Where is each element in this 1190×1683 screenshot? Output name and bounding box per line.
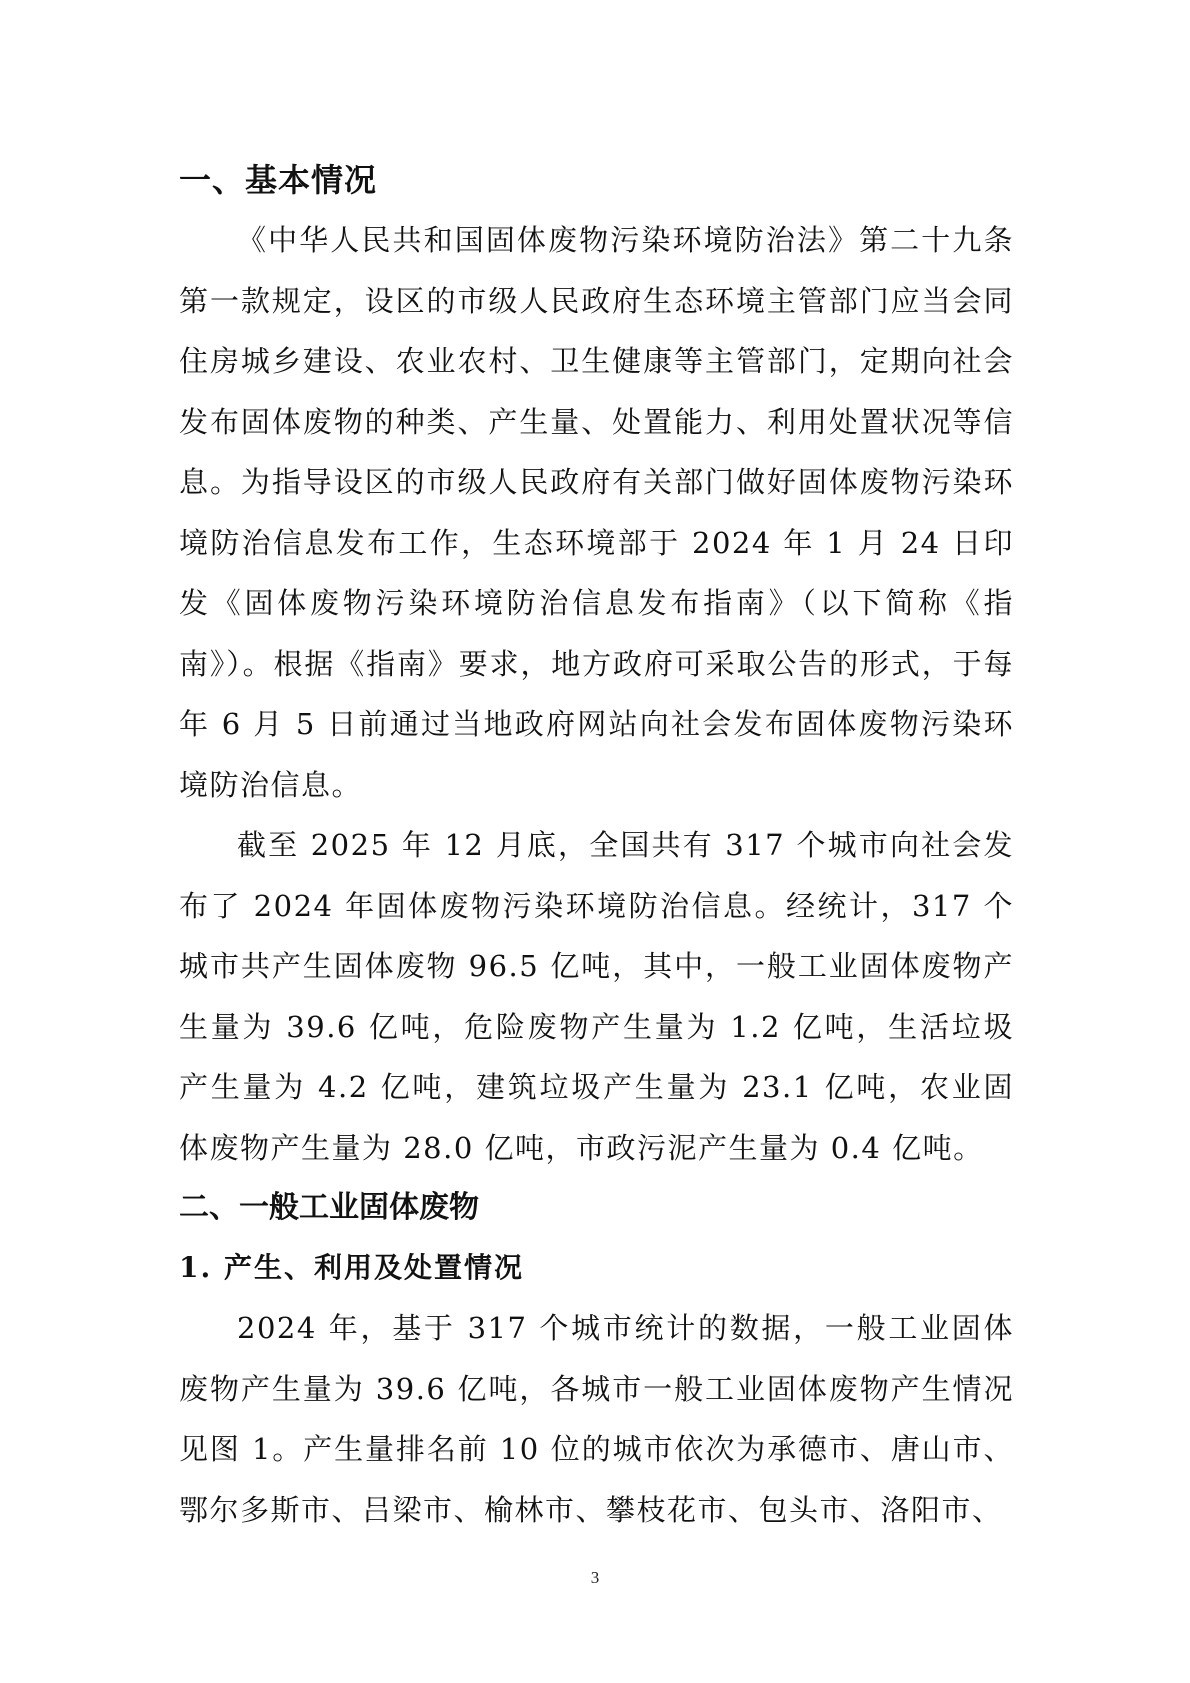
paragraph-industrial-generation: 2024 年，基于 317 个城市统计的数据，一般工业固体废物产生量为 39.6 亿吨，各城市一般工业固体废物产生情况见图 1。产生量排名前 10 位的城市依次为承德市、唐山市、鄂尔多斯市、吕梁市、榆林市、攀枝花市、包头市、洛阳市、 [179, 1311, 1014, 1527]
paragraph-national-summary: 截至 2025 年 12 月底，全国共有 317 个城市向社会发布了 2024 年固体废物污染环境防治信息。经统计，317 个城市共产生固体废物 96.5 亿吨，其中，一般工业固体废物产生量为 39.6 亿吨，危险废物产生量为 1.2 亿吨，生活垃圾产生量为 4.2 亿吨，建筑垃圾产生量为 23.1 亿吨，农业固体废物产生量为 28.0 亿吨，市政污泥产生量为 0.4 亿吨。 [179, 828, 1014, 1165]
page-number: 3 [590, 1568, 600, 1587]
document-body [179, 150, 1014, 1540]
section-heading-basic-situation: 一、基本情况 [179, 161, 378, 199]
section-heading-industrial-waste: 二、一般工业固体废物 [179, 1190, 479, 1225]
paragraph-legal-basis: 《中华人民共和国固体废物污染环境防治法》第二十九条第一款规定，设区的市级人民政府生态环境主管部门应当会同住房城乡建设、农业农村、卫生健康等主管部门，定期向社会发布固体废物的种类、产生量、处置能力、利用处置状况等信息。为指导设区的市级人民政府有关部门做好固体废物污染环境防治信息发布工作，生态环境部于 2024 年 1 月 24 日印发《固体废物污染环境防治信息发布指南》（以下简称《指南》）。根据《指南》要求，地方政府可采取公告的形式，于每年 6 月 5 日前通过当地政府网站向社会发布固体废物污染环境防治信息。 [179, 223, 1014, 802]
subsection-heading-generation-utilization: 1. 产生、利用及处置情况 [179, 1251, 524, 1284]
